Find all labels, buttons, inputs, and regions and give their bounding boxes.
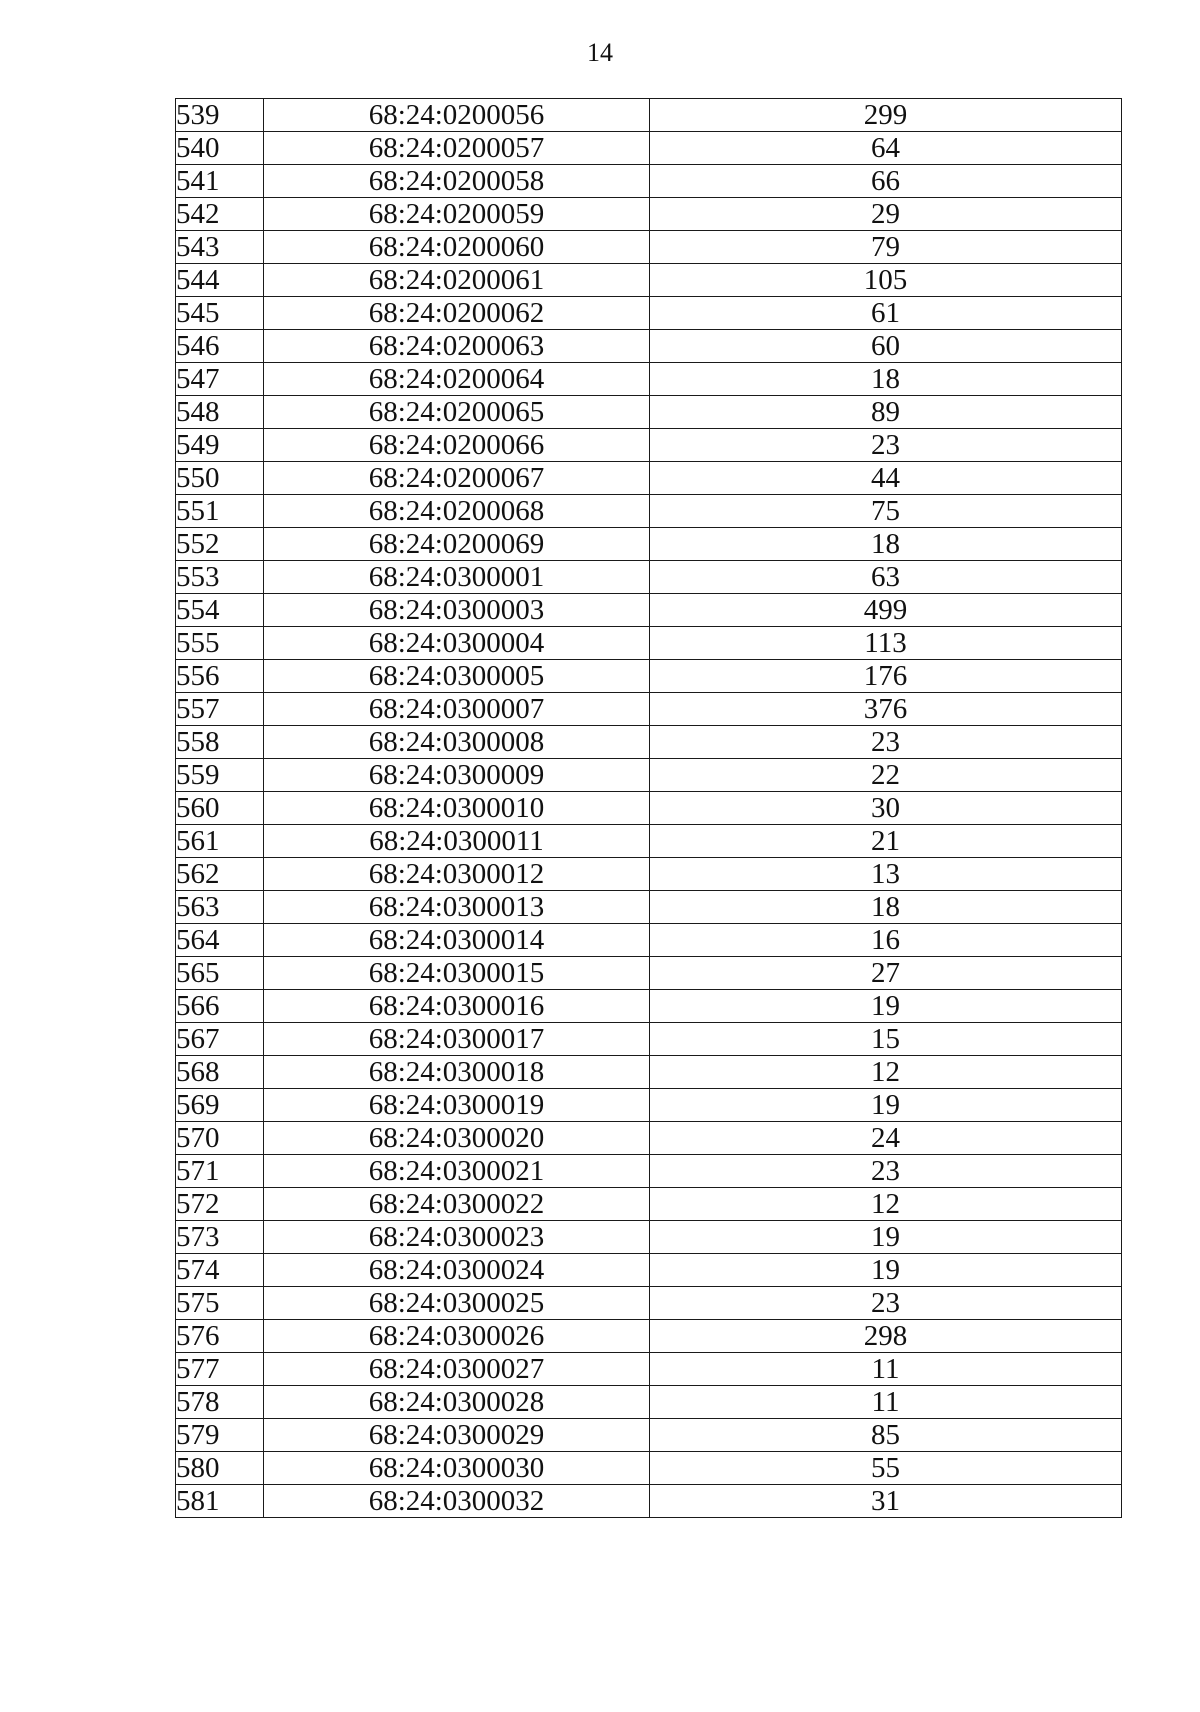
table-row — [176, 264, 1122, 297]
cadastral-number-cell: 68:24:0200068 — [264, 495, 650, 528]
row-number-cell: 561 — [176, 825, 264, 858]
table-row — [176, 1089, 1122, 1122]
row-number-cell: 575 — [176, 1287, 264, 1320]
value-cell: 12 — [650, 1056, 1122, 1089]
cadastral-number-cell: 68:24:0200059 — [264, 198, 650, 231]
cadastral-number-cell: 68:24:0300014 — [264, 924, 650, 957]
value-cell: 19 — [650, 990, 1122, 1023]
value-cell: 13 — [650, 858, 1122, 891]
table-row — [176, 1452, 1122, 1485]
row-number-cell: 540 — [176, 132, 264, 165]
value-cell: 63 — [650, 561, 1122, 594]
cadastral-number-cell: 68:24:0300015 — [264, 957, 650, 990]
table-row — [176, 990, 1122, 1023]
table-row — [176, 495, 1122, 528]
value-cell: 176 — [650, 660, 1122, 693]
row-number-cell: 569 — [176, 1089, 264, 1122]
value-cell: 21 — [650, 825, 1122, 858]
row-number-cell: 570 — [176, 1122, 264, 1155]
row-number-cell: 547 — [176, 363, 264, 396]
value-cell: 11 — [650, 1386, 1122, 1419]
value-cell: 23 — [650, 1287, 1122, 1320]
table-row — [176, 132, 1122, 165]
row-number-cell: 551 — [176, 495, 264, 528]
cadastral-number-cell: 68:24:0300020 — [264, 1122, 650, 1155]
cadastral-number-cell: 68:24:0300023 — [264, 1221, 650, 1254]
table-row — [176, 957, 1122, 990]
table-row — [176, 330, 1122, 363]
table-row — [176, 462, 1122, 495]
cadastral-number-cell: 68:24:0200057 — [264, 132, 650, 165]
cadastral-number-cell: 68:24:0200064 — [264, 363, 650, 396]
row-number-cell: 572 — [176, 1188, 264, 1221]
cadastral-number-cell: 68:24:0200063 — [264, 330, 650, 363]
cadastral-number-cell: 68:24:0300001 — [264, 561, 650, 594]
table-body — [176, 99, 1122, 1518]
row-number-cell: 548 — [176, 396, 264, 429]
table-row — [176, 1287, 1122, 1320]
table-row — [176, 759, 1122, 792]
table-row — [176, 528, 1122, 561]
value-cell: 79 — [650, 231, 1122, 264]
table-row — [176, 825, 1122, 858]
row-number-cell: 566 — [176, 990, 264, 1023]
table-row — [176, 1155, 1122, 1188]
row-number-cell: 549 — [176, 429, 264, 462]
table-row — [176, 198, 1122, 231]
row-number-cell: 546 — [176, 330, 264, 363]
value-cell: 22 — [650, 759, 1122, 792]
row-number-cell: 565 — [176, 957, 264, 990]
value-cell: 19 — [650, 1089, 1122, 1122]
cadastral-number-cell: 68:24:0300028 — [264, 1386, 650, 1419]
table-row — [176, 1023, 1122, 1056]
table-row — [176, 726, 1122, 759]
value-cell: 89 — [650, 396, 1122, 429]
value-cell: 19 — [650, 1254, 1122, 1287]
value-cell: 299 — [650, 99, 1122, 132]
value-cell: 61 — [650, 297, 1122, 330]
table-row — [176, 1254, 1122, 1287]
cadastral-number-cell: 68:24:0200060 — [264, 231, 650, 264]
row-number-cell: 559 — [176, 759, 264, 792]
value-cell: 23 — [650, 1155, 1122, 1188]
table-row — [176, 363, 1122, 396]
table-row — [176, 693, 1122, 726]
table-row — [176, 231, 1122, 264]
value-cell: 64 — [650, 132, 1122, 165]
cadastral-number-cell: 68:24:0300007 — [264, 693, 650, 726]
value-cell: 44 — [650, 462, 1122, 495]
cadastral-number-cell: 68:24:0300016 — [264, 990, 650, 1023]
row-number-cell: 553 — [176, 561, 264, 594]
row-number-cell: 568 — [176, 1056, 264, 1089]
value-cell: 23 — [650, 429, 1122, 462]
table-row — [176, 891, 1122, 924]
row-number-cell: 563 — [176, 891, 264, 924]
row-number-cell: 552 — [176, 528, 264, 561]
row-number-cell: 581 — [176, 1485, 264, 1518]
table-row — [176, 165, 1122, 198]
cadastral-number-cell: 68:24:0200065 — [264, 396, 650, 429]
table-row — [176, 1320, 1122, 1353]
cadastral-number-cell: 68:24:0300003 — [264, 594, 650, 627]
row-number-cell: 556 — [176, 660, 264, 693]
row-number-cell: 577 — [176, 1353, 264, 1386]
value-cell: 23 — [650, 726, 1122, 759]
row-number-cell: 562 — [176, 858, 264, 891]
cadastral-number-cell: 68:24:0200066 — [264, 429, 650, 462]
table-row — [176, 627, 1122, 660]
value-cell: 499 — [650, 594, 1122, 627]
cadastral-number-cell: 68:24:0300032 — [264, 1485, 650, 1518]
row-number-cell: 567 — [176, 1023, 264, 1056]
row-number-cell: 579 — [176, 1419, 264, 1452]
row-number-cell: 541 — [176, 165, 264, 198]
table-row — [176, 429, 1122, 462]
cadastral-number-cell: 68:24:0300019 — [264, 1089, 650, 1122]
value-cell: 16 — [650, 924, 1122, 957]
cadastral-number-cell: 68:24:0300029 — [264, 1419, 650, 1452]
table-row — [176, 561, 1122, 594]
cadastral-number-cell: 68:24:0200062 — [264, 297, 650, 330]
row-number-cell: 558 — [176, 726, 264, 759]
table-row — [176, 396, 1122, 429]
table-row — [176, 1353, 1122, 1386]
cadastral-number-cell: 68:24:0300008 — [264, 726, 650, 759]
cadastral-number-cell: 68:24:0300022 — [264, 1188, 650, 1221]
value-cell: 85 — [650, 1419, 1122, 1452]
cadastral-table — [175, 98, 1122, 1518]
row-number-cell: 555 — [176, 627, 264, 660]
row-number-cell: 545 — [176, 297, 264, 330]
value-cell: 30 — [650, 792, 1122, 825]
table-row — [176, 1122, 1122, 1155]
row-number-cell: 554 — [176, 594, 264, 627]
table-row — [176, 924, 1122, 957]
value-cell: 105 — [650, 264, 1122, 297]
table-row — [176, 1188, 1122, 1221]
row-number-cell: 573 — [176, 1221, 264, 1254]
value-cell: 18 — [650, 891, 1122, 924]
row-number-cell: 539 — [176, 99, 264, 132]
table-row — [176, 594, 1122, 627]
row-number-cell: 571 — [176, 1155, 264, 1188]
value-cell: 18 — [650, 528, 1122, 561]
row-number-cell: 574 — [176, 1254, 264, 1287]
value-cell: 11 — [650, 1353, 1122, 1386]
cadastral-number-cell: 68:24:0300010 — [264, 792, 650, 825]
cadastral-number-cell: 68:24:0200069 — [264, 528, 650, 561]
row-number-cell: 580 — [176, 1452, 264, 1485]
value-cell: 27 — [650, 957, 1122, 990]
cadastral-number-cell: 68:24:0300013 — [264, 891, 650, 924]
value-cell: 113 — [650, 627, 1122, 660]
table-row — [176, 1485, 1122, 1518]
cadastral-number-cell: 68:24:0200056 — [264, 99, 650, 132]
cadastral-number-cell: 68:24:0300027 — [264, 1353, 650, 1386]
value-cell: 66 — [650, 165, 1122, 198]
row-number-cell: 543 — [176, 231, 264, 264]
row-number-cell: 557 — [176, 693, 264, 726]
value-cell: 18 — [650, 363, 1122, 396]
row-number-cell: 578 — [176, 1386, 264, 1419]
value-cell: 376 — [650, 693, 1122, 726]
cadastral-number-cell: 68:24:0300011 — [264, 825, 650, 858]
cadastral-number-cell: 68:24:0200058 — [264, 165, 650, 198]
value-cell: 15 — [650, 1023, 1122, 1056]
table-row — [176, 297, 1122, 330]
cadastral-number-cell: 68:24:0300018 — [264, 1056, 650, 1089]
row-number-cell: 564 — [176, 924, 264, 957]
value-cell: 24 — [650, 1122, 1122, 1155]
cadastral-number-cell: 68:24:0300012 — [264, 858, 650, 891]
cadastral-number-cell: 68:24:0300009 — [264, 759, 650, 792]
row-number-cell: 576 — [176, 1320, 264, 1353]
cadastral-number-cell: 68:24:0300017 — [264, 1023, 650, 1056]
cadastral-number-cell: 68:24:0300005 — [264, 660, 650, 693]
row-number-cell: 544 — [176, 264, 264, 297]
table-row — [176, 792, 1122, 825]
cadastral-number-cell: 68:24:0300024 — [264, 1254, 650, 1287]
table-row — [176, 1221, 1122, 1254]
value-cell: 19 — [650, 1221, 1122, 1254]
table-row — [176, 1386, 1122, 1419]
row-number-cell: 542 — [176, 198, 264, 231]
value-cell: 29 — [650, 198, 1122, 231]
table-row — [176, 660, 1122, 693]
value-cell: 31 — [650, 1485, 1122, 1518]
cadastral-number-cell: 68:24:0300026 — [264, 1320, 650, 1353]
table-row — [176, 858, 1122, 891]
table-row — [176, 1419, 1122, 1452]
value-cell: 12 — [650, 1188, 1122, 1221]
value-cell: 75 — [650, 495, 1122, 528]
table-row — [176, 1056, 1122, 1089]
row-number-cell: 560 — [176, 792, 264, 825]
page-number: 14 — [587, 38, 613, 67]
cadastral-number-cell: 68:24:0300004 — [264, 627, 650, 660]
cadastral-number-cell: 68:24:0300021 — [264, 1155, 650, 1188]
value-cell: 60 — [650, 330, 1122, 363]
cadastral-number-cell: 68:24:0200067 — [264, 462, 650, 495]
cadastral-number-cell: 68:24:0300030 — [264, 1452, 650, 1485]
cadastral-number-cell: 68:24:0200061 — [264, 264, 650, 297]
row-number-cell: 550 — [176, 462, 264, 495]
table-row — [176, 99, 1122, 132]
cadastral-number-cell: 68:24:0300025 — [264, 1287, 650, 1320]
value-cell: 298 — [650, 1320, 1122, 1353]
value-cell: 55 — [650, 1452, 1122, 1485]
